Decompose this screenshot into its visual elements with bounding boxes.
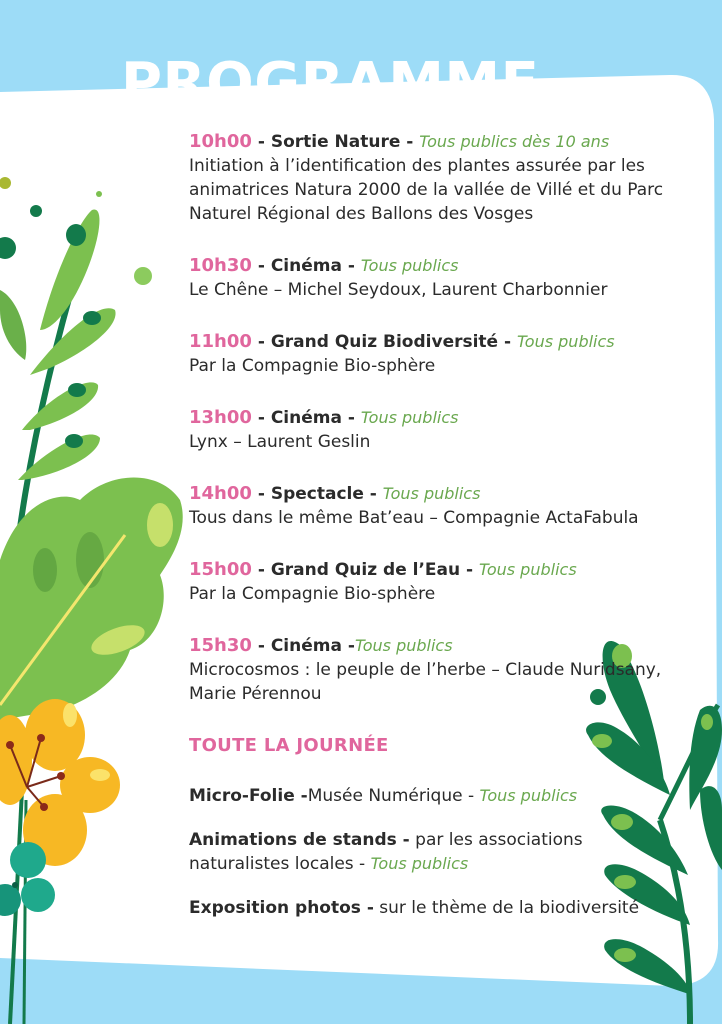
entry-audience: Tous publics bbox=[479, 560, 577, 579]
entry-audience: Tous publics bbox=[517, 332, 615, 351]
entry-description: Tous dans le même Bat’eau – Compagnie ActaFabula bbox=[189, 508, 639, 528]
item-audience: Tous publics bbox=[370, 854, 469, 873]
entry-separator: - bbox=[251, 256, 271, 276]
entry-separator: - bbox=[498, 332, 517, 352]
entry-separator: - bbox=[251, 484, 271, 504]
all-day-item bbox=[189, 828, 669, 876]
entry-time: 11h00 bbox=[189, 331, 252, 352]
schedule-entry bbox=[189, 254, 669, 302]
entry-description: Initiation à l’identification des plantes assurée par les animatrices Natura 2000 de la vallée de Villé et du Parc Naturel Régional des Ballons des Vosges bbox=[189, 156, 664, 224]
schedule-entry bbox=[189, 406, 669, 454]
all-day-heading: TOUTE LA JOURNÉE bbox=[189, 735, 389, 756]
item-text: Musée Numérique - bbox=[307, 786, 480, 806]
entry-separator: - bbox=[363, 484, 383, 504]
item-audience: Tous publics bbox=[479, 786, 578, 805]
entry-separator: - bbox=[251, 560, 271, 580]
item-text: par les associations naturalistes locales - bbox=[189, 830, 583, 874]
entry-description: Par la Compagnie Bio-sphère bbox=[189, 356, 436, 376]
entry-separator: - bbox=[341, 256, 361, 276]
entry-audience: Tous publics bbox=[382, 484, 481, 503]
entry-description: Lynx – Laurent Geslin bbox=[189, 432, 371, 452]
entry-separator: - bbox=[251, 132, 271, 152]
entry-description: Microcosmos : le peuple de l’herbe – Claude Nuridsany, Marie Pérennou bbox=[189, 660, 662, 704]
schedule-entry bbox=[189, 130, 669, 226]
entry-time: 10h30 bbox=[189, 255, 252, 276]
entry-separator: - bbox=[251, 332, 271, 352]
item-title: Animations de stands - bbox=[189, 830, 410, 850]
schedule-entry bbox=[189, 558, 669, 606]
entry-title: Grand Quiz de l’Eau bbox=[270, 560, 461, 580]
entry-time: 13h00 bbox=[189, 407, 252, 428]
item-text: sur le thème de la biodiversité bbox=[373, 898, 640, 918]
all-day-item bbox=[189, 896, 669, 920]
entry-separator: - bbox=[400, 132, 420, 152]
item-title: Exposition photos - bbox=[189, 898, 374, 918]
entry-time: 10h00 bbox=[189, 131, 252, 152]
entry-audience: Tous publics bbox=[354, 636, 453, 655]
entry-title: Cinéma bbox=[270, 408, 342, 428]
entry-separator: - bbox=[341, 636, 355, 656]
entry-time: 14h00 bbox=[189, 483, 252, 504]
schedule-entry bbox=[189, 330, 669, 378]
entry-description: Le Chêne – Michel Seydoux, Laurent Charbonnier bbox=[189, 280, 608, 300]
entry-title: Cinéma bbox=[270, 636, 342, 656]
entry-title: Sortie Nature bbox=[270, 132, 401, 152]
entry-description: Par la Compagnie Bio-sphère bbox=[189, 584, 436, 604]
entry-audience: Tous publics bbox=[360, 408, 459, 427]
entry-title: Spectacle bbox=[270, 484, 364, 504]
entry-title: Grand Quiz Biodiversité bbox=[270, 332, 499, 352]
all-day-item bbox=[189, 784, 669, 808]
schedule-entry bbox=[189, 482, 669, 530]
entry-separator: - bbox=[251, 636, 271, 656]
schedule-entry bbox=[189, 634, 669, 706]
entry-time: 15h00 bbox=[189, 559, 252, 580]
entry-separator: - bbox=[251, 408, 271, 428]
entry-title: Cinéma bbox=[270, 256, 342, 276]
entry-audience: Tous publics dès 10 ans bbox=[419, 132, 610, 151]
page-title: PROGRAMME bbox=[121, 50, 540, 116]
entry-audience: Tous publics bbox=[360, 256, 459, 275]
entry-time: 15h30 bbox=[189, 635, 252, 656]
programme-content bbox=[189, 130, 669, 940]
item-title: Micro-Folie - bbox=[189, 786, 308, 806]
entry-separator: - bbox=[341, 408, 361, 428]
entry-separator: - bbox=[460, 560, 480, 580]
